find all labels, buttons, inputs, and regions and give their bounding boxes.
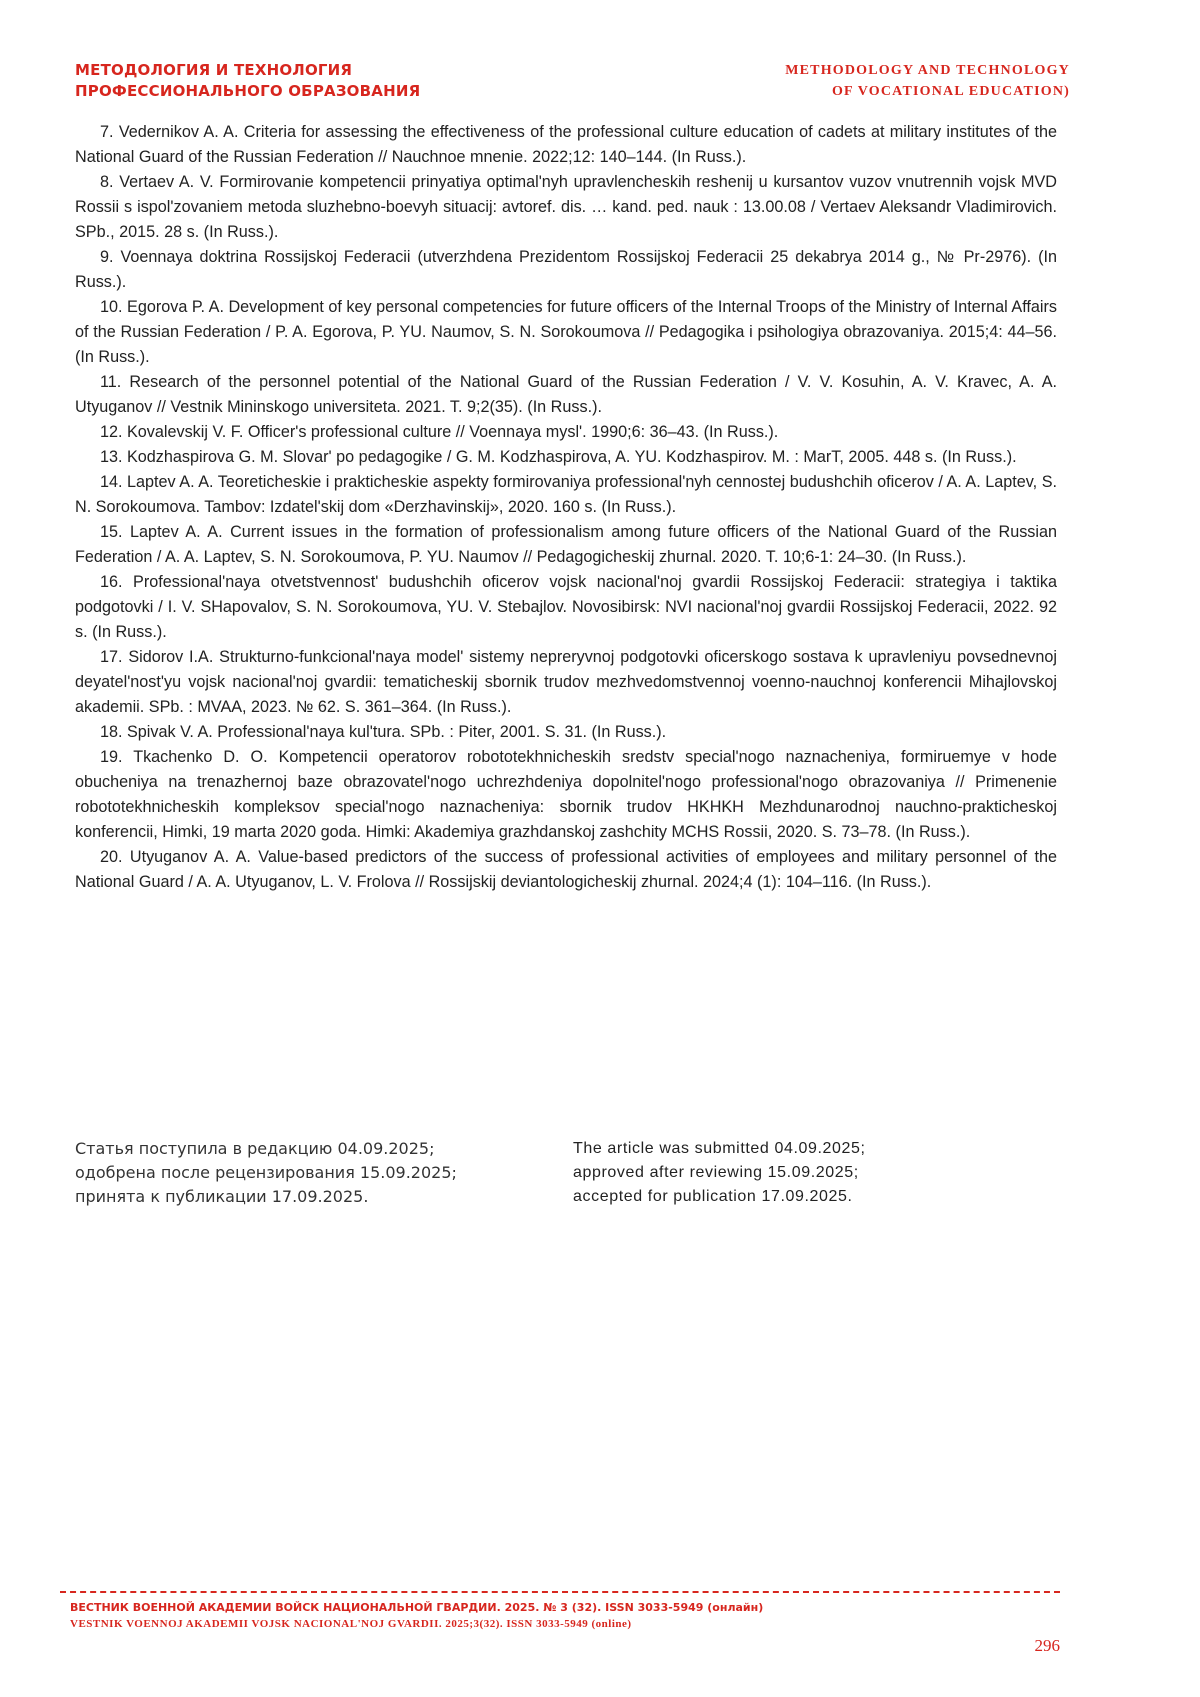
date-submitted-ru: Статья поступила в редакцию 04.09.2025; (75, 1139, 435, 1158)
reference-item-12: 12. Kovalevskij V. F. Officer's professional culture // Voennaya mysl'. 1990;6: 36–43. (In Russ.). (100, 423, 779, 441)
article-dates-en (573, 1137, 1053, 1209)
header-en-line2: OF VOCATIONAL EDUCATION) (831, 84, 1070, 99)
article-dates-ru (75, 1137, 565, 1209)
reference-item-20: 20. Utyuganov A. A. Value-based predictors of the success of professional activities of employees and military personnel of the National Guard / A. A. Utyuganov, L. V. Frolova // Rossijskij deviantologicheskij zhurnal. 2024;4 (1): 104–116. (In Russ.). (75, 848, 1057, 891)
header-ru (75, 60, 595, 102)
reference-item-10: 10. Egorova P. A. Development of key personal competencies for future officers of the Internal Troops of the Ministry of Internal Affairs of the Russian Federation / P. A. Egorova, P. YU. Naumov, S. N. Sorokoumova // Pedagogika i psihologiya obrazovaniya. 2015;4: 44–56. (In Russ.). (75, 298, 1057, 366)
reference-item-16: 16. Professional'naya otvetstvennost' budushchih oficerov vojsk nacional'noj gvardii Rossijskoj Federacii: strategiya i taktika podgotovki / I. V. SHapovalov, S. N. Sorokoumova, YU. V. Stebajlov. Novosibirsk: NVI nacional'noj gvardii Rossijskoj Federacii, 2022. 92 s. (In Russ.). (75, 573, 1057, 641)
date-submitted-en: The article was submitted 04.09.2025; (573, 1140, 866, 1157)
reference-item-13: 13. Kodzhaspirova G. M. Slovar' po pedagogike / G. M. Kodzhaspirova, A. YU. Kodzhaspirov. M. : MarT, 2005. 448 s. (In Russ.). (100, 448, 1017, 466)
header-ru-line1: МЕТОДОЛОГИЯ И ТЕХНОЛОГИЯ (75, 61, 353, 79)
date-accepted-ru: принята к публикации 17.09.2025. (75, 1187, 369, 1206)
reference-item-11: 11. Research of the personnel potential of the National Guard of the Russian Federation / V. V. Kosuhin, A. V. Kravec, A. A. Utyuganov // Vestnik Mininskogo universiteta. 2021. T. 9;2(35). (In Russ.). (75, 373, 1057, 416)
page-number: 296 (1034, 1636, 1060, 1655)
header-ru-line2: ПРОФЕССИОНАЛЬНОГО ОБРАЗОВАНИЯ (75, 82, 421, 100)
date-accepted-en: accepted for publication 17.09.2025. (573, 1188, 853, 1205)
reference-item-15: 15. Laptev A. A. Current issues in the formation of professionalism among future officers of the National Guard of the Russian Federation / A. A. Laptev, S. N. Sorokoumova, P. YU. Naumov // Pedagogicheskij zhurnal. 2020. T. 10;6-1: 24–30. (In Russ.). (75, 523, 1057, 566)
reference-item-7: 7. Vedernikov A. A. Criteria for assessing the effectiveness of the professional culture education of cadets at military institutes of the National Guard of the Russian Federation // Nauchnoe mnenie. 2022;12: 140–144. (In Russ.). (75, 123, 1057, 166)
reference-item-8: 8. Vertaev A. V. Formirovanie kompetencii prinyatiya optimal'nyh upravlencheskih reshenij u kursantov vuzov vnutrennih vojsk MVD Rossii s ispol'zovaniem metoda sluzhebno-boevyh situacij: avtoref. dis. … kand. ped. nauk : 13.00.08 / Vertaev Aleksandr Vladimirovich. SPb., 2015. 28 s. (In Russ.). (75, 173, 1057, 241)
footer-journal-ru: ВЕСТНИК ВОЕННОЙ АКАДЕМИИ ВОЙСК НАЦИОНАЛЬНОЙ ГВАРДИИ. 2025. № 3 (32). ISSN 3033-5949 (онлайн) (70, 1601, 764, 1614)
header-en (650, 60, 1070, 102)
reference-item-18: 18. Spivak V. A. Professional'naya kul'tura. SPb. : Piter, 2001. S. 31. (In Russ.). (100, 723, 667, 741)
reference-list (75, 120, 1057, 895)
footer-divider (60, 1591, 1060, 1593)
reference-item-9: 9. Voennaya doktrina Rossijskoj Federacii (utverzhdena Prezidentom Rossijskoj Federacii 25 dekabrya 2014 g., № Pr-2976). (In Russ.). (75, 248, 1057, 291)
date-approved-ru: одобрена после рецензирования 15.09.2025; (75, 1163, 457, 1182)
footer-journal-en: VESTNIK VOENNOJ AKADEMII VOJSK NACIONAL'NOJ GVARDII. 2025;3(32). ISSN 3033-5949 (online) (70, 1618, 632, 1630)
reference-item-14: 14. Laptev A. A. Teoreticheskie i prakticheskie aspekty formirovaniya professional'nyh cennostej budushchih oficerov / A. A. Laptev, S. N. Sorokoumova. Tambov: Izdatel'skij dom «Derzhavinskij», 2020. 160 s. (In Russ.). (75, 473, 1057, 516)
date-approved-en: approved after reviewing 15.09.2025; (573, 1164, 859, 1181)
header-en-line1: METHODOLOGY AND TECHNOLOGY (785, 63, 1070, 78)
reference-item-19: 19. Tkachenko D. O. Kompetencii operatorov robototekhnicheskih sredstv special'nogo naznacheniya, formiruemye v hode obucheniya na trenazhernoj baze obrazovatel'nogo uchrezhdeniya dopolnitel'nogo professional'nogo obrazovaniya // Primenenie robototekhnicheskih kompleksov special'nogo naznacheniya: sbornik trudov HKHKH Mezhdunarodnoj nauchno-prakticheskoj konferencii, Himki, 19 marta 2020 goda. Himki: Akademiya grazhdanskoj zashchity MCHS Rossii, 2020. S. 73–78. (In Russ.). (75, 748, 1057, 841)
reference-item-17: 17. Sidorov I.A. Strukturno-funkcional'naya model' sistemy nepreryvnoj podgotovki oficerskogo sostava k upravleniyu povsednevnoj deyatel'nost'yu vojsk nacional'noj gvardii: tematicheskij sbornik trudov mezhvedomstvennoj voenno-nauchnoj konferencii Mihajlovskoj akademii. SPb. : MVAA, 2023. № 62. S. 361–364. (In Russ.). (75, 648, 1057, 716)
